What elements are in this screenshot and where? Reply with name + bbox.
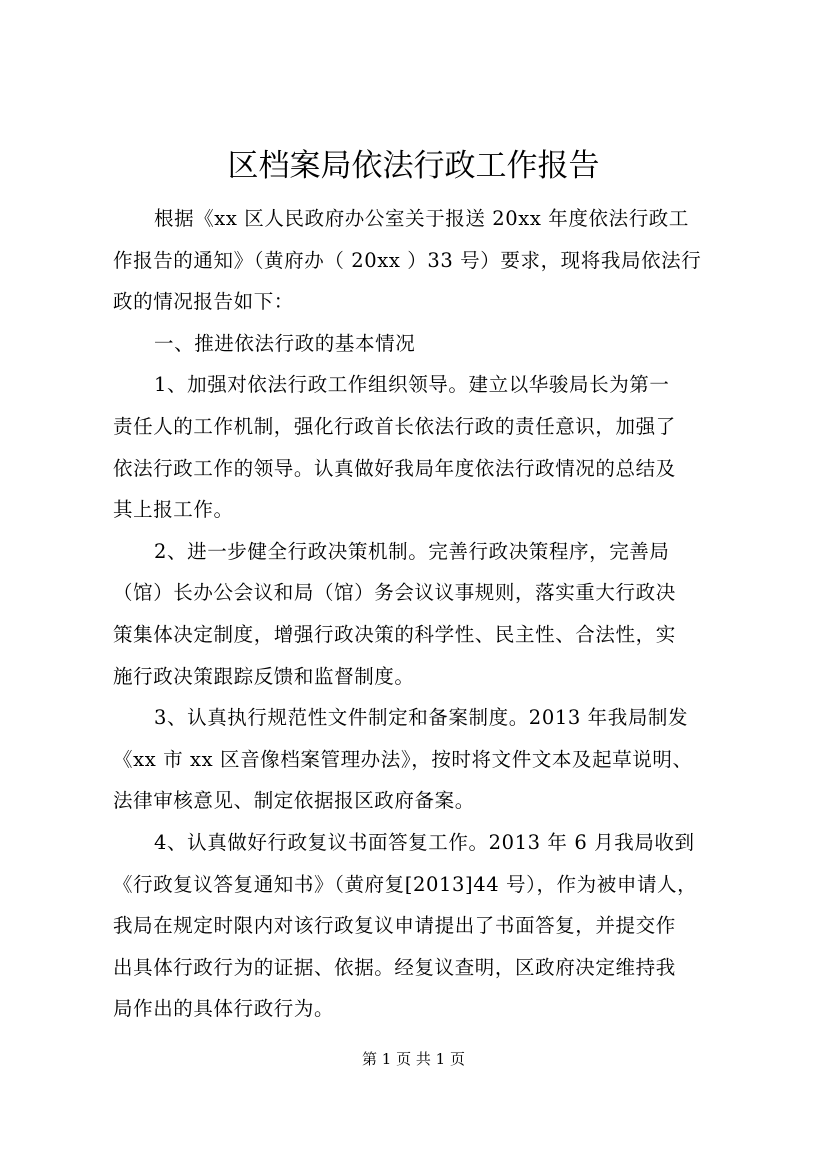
item-3-line-1: 3、认真执行规范性文件制定和备案制度。2013 年我局制发 [154, 706, 689, 730]
item-4-line-3: 我局在规定时限内对该行政复议申请提出了书面答复，并提交作 [113, 914, 676, 938]
item-4-line-2: 《行政复议答复通知书》（黄府复[2013]44 号），作为被申请人， [113, 872, 698, 896]
paragraph-1-line-2: 作报告的通知》（黄府办（ 20xx ）33 号）要求，现将我局依法行 [113, 248, 702, 272]
section-heading: 一、推进依法行政的基本情况 [154, 331, 416, 355]
item-4-line-5: 局作出的具体行政行为。 [113, 997, 335, 1021]
item-1-line-2: 责任人的工作机制，强化行政首长依法行政的责任意识，加强了 [113, 414, 676, 438]
document-body [113, 198, 713, 1030]
page-footer: 第 1 页 共 1 页 [362, 1050, 465, 1068]
document-title: 区档案局依法行政工作报告 [227, 148, 600, 184]
item-1-line-4: 其上报工作。 [113, 498, 234, 522]
item-3-line-3: 法律审核意见、制定依据报区政府备案。 [113, 789, 475, 813]
item-2-line-1: 2、进一步健全行政决策机制。完善行政决策程序，完善局 [154, 539, 670, 563]
item-2-line-2: （馆）长办公会议和局（馆）务会议议事规则，落实重大行政决 [113, 581, 676, 605]
item-4-line-4: 出具体行政行为的证据、依据。经复议查明，区政府决定维持我 [113, 955, 676, 979]
item-4-line-1: 4、认真做好行政复议书面答复工作。2013 年 6 月我局收到 [154, 830, 695, 854]
item-3-line-2: 《xx 市 xx 区音像档案管理办法》，按时将文件文本及起草说明、 [113, 747, 693, 771]
paragraph-1-line-3: 政的情况报告如下： [113, 290, 294, 314]
item-1-line-3: 依法行政工作的领导。认真做好我局年度依法行政情况的总结及 [113, 456, 676, 480]
item-2-line-3: 策集体决定制度，增强行政决策的科学性、民主性、合法性，实 [113, 622, 676, 646]
item-2-line-4: 施行政决策跟踪反馈和监督制度。 [113, 664, 415, 688]
paragraph-1-line-1: 根据《xx 区人民政府办公室关于报送 20xx 年度依法行政工 [154, 207, 689, 230]
item-1-line-1: 1、加强对依法行政工作组织领导。建立以华骏局长为第一 [154, 373, 670, 397]
